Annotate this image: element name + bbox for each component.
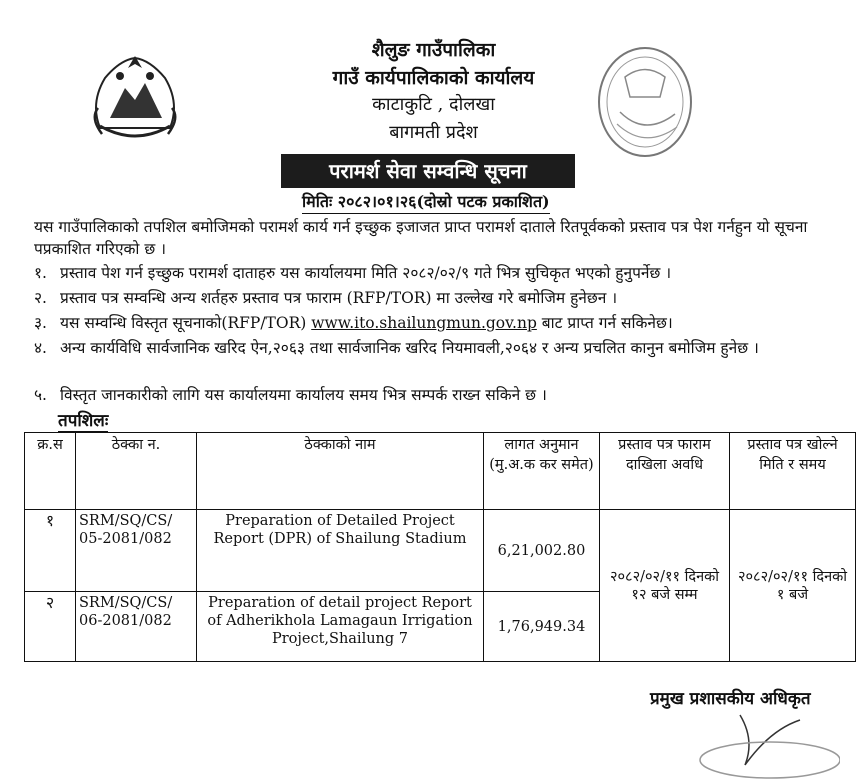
schedule-table	[24, 432, 856, 662]
signature-stamp-icon	[660, 710, 840, 780]
column-header: प्रस्ताव पत्र खोल्ने मिति र समय	[730, 433, 856, 510]
item-number: २.	[34, 289, 47, 307]
province-name: बागमती प्रदेश	[389, 122, 478, 143]
office-address: काटाकुटि , दोलखा	[372, 94, 495, 115]
notice-item	[34, 384, 842, 406]
item-text-before-link: यस सम्वन्धि विस्तृत सूचनाको(RFP/TOR)	[60, 314, 312, 332]
cost-estimate-cell: 1,76,949.34	[484, 592, 600, 662]
serial-number-cell: १	[25, 510, 76, 592]
office-name: शैलुङ गाउँपालिका	[371, 39, 496, 61]
column-header: प्रस्ताव पत्र फाराम दाखिला अवधि	[600, 433, 730, 510]
contract-name-cell: Preparation of detail project Report of Adherikhola Lamagaun Irrigation Project,Shailung 7	[197, 592, 484, 662]
contract-name-cell: Preparation of Detailed Project Report (DPR) of Shailung Stadium	[197, 510, 484, 592]
table-row	[25, 510, 856, 592]
opening-time-cell: २०८२/०२/११ दिनको १ बजे	[730, 510, 856, 662]
column-header: ठेक्का न.	[76, 433, 197, 510]
submission-deadline-cell: २०८२/०२/११ दिनको १२ बजे सम्म	[600, 510, 730, 662]
item-text: प्रस्ताव पत्र सम्वन्धि अन्य शर्तहरु प्रस्ताव पत्र फाराम (RFP/TOR) मा उल्लेख गरे बमोजिम हुनेछन ।	[60, 289, 618, 307]
column-header: क्र.स	[25, 433, 76, 510]
notice-item	[34, 337, 842, 359]
table-header-row	[25, 433, 856, 510]
serial-number-cell: २	[25, 592, 76, 662]
notice-date: मितिः २०८२।०१।२६(दोस्रो पटक प्रकाशित)	[302, 190, 550, 214]
website-link[interactable]: www.ito.shailungmun.gov.np	[311, 314, 537, 332]
notice-item	[34, 287, 842, 309]
item-number: ४.	[34, 339, 47, 357]
signatory-title: प्रमुख प्रशासकीय अधिकृत	[650, 689, 811, 709]
contract-number-cell: SRM/SQ/CS/ 06-2081/082	[76, 592, 197, 662]
notice-title-banner: परामर्श सेवा सम्वन्धि सूचना	[281, 154, 575, 188]
item-text: अन्य कार्यविधि सार्वजानिक खरिद ऐन,२०६३ तथा सार्वजानिक खरिद नियमावली,२०६४ र अन्य प्रचलित कानुन बमोजिम हुनेछ ।	[60, 339, 759, 357]
item-text-after-link: बाट प्राप्त गर्न सकिनेछ।	[536, 314, 673, 332]
column-header: लागत अनुमान (मु.अ.क कर समेत)	[484, 433, 600, 510]
item-text: प्रस्ताव पेश गर्न इच्छुक परामर्श दाताहरु यस कार्यालयमा मिति २०८२/०२/९ गते भित्र सुचिकृत भएको हुनुपर्नेछ ।	[60, 264, 672, 282]
item-number: ३.	[34, 314, 47, 332]
cost-estimate-cell: 6,21,002.80	[484, 510, 600, 592]
item-text: विस्तृत जानकारीको लागि यस कार्यालयमा कार्यालय समय भित्र सम्पर्क राख्न सकिने छ ।	[60, 386, 547, 404]
notice-intro: यस गाउँपालिकाको तपशिल बमोजिमको परामर्श कार्य गर्न इच्छुक इजाजत प्राप्त परामर्श दाताले रितपूर्वकको प्रस्ताव पत्र पेश गर्नहुन यो सूचना पप्रकाशित गरिएको छ ।	[34, 218, 808, 258]
notice-item	[34, 262, 842, 284]
office-title: गाउँ कार्यपालिकाको कार्यालय	[332, 67, 535, 89]
item-text	[60, 312, 842, 334]
notice-item	[34, 312, 842, 334]
item-number: १.	[34, 264, 47, 282]
schedule-heading: तपशिलः	[58, 408, 108, 432]
item-number: ५.	[34, 386, 47, 404]
column-header: ठेक्काको नाम	[197, 433, 484, 510]
contract-number-cell: SRM/SQ/CS/ 05-2081/082	[76, 510, 197, 592]
